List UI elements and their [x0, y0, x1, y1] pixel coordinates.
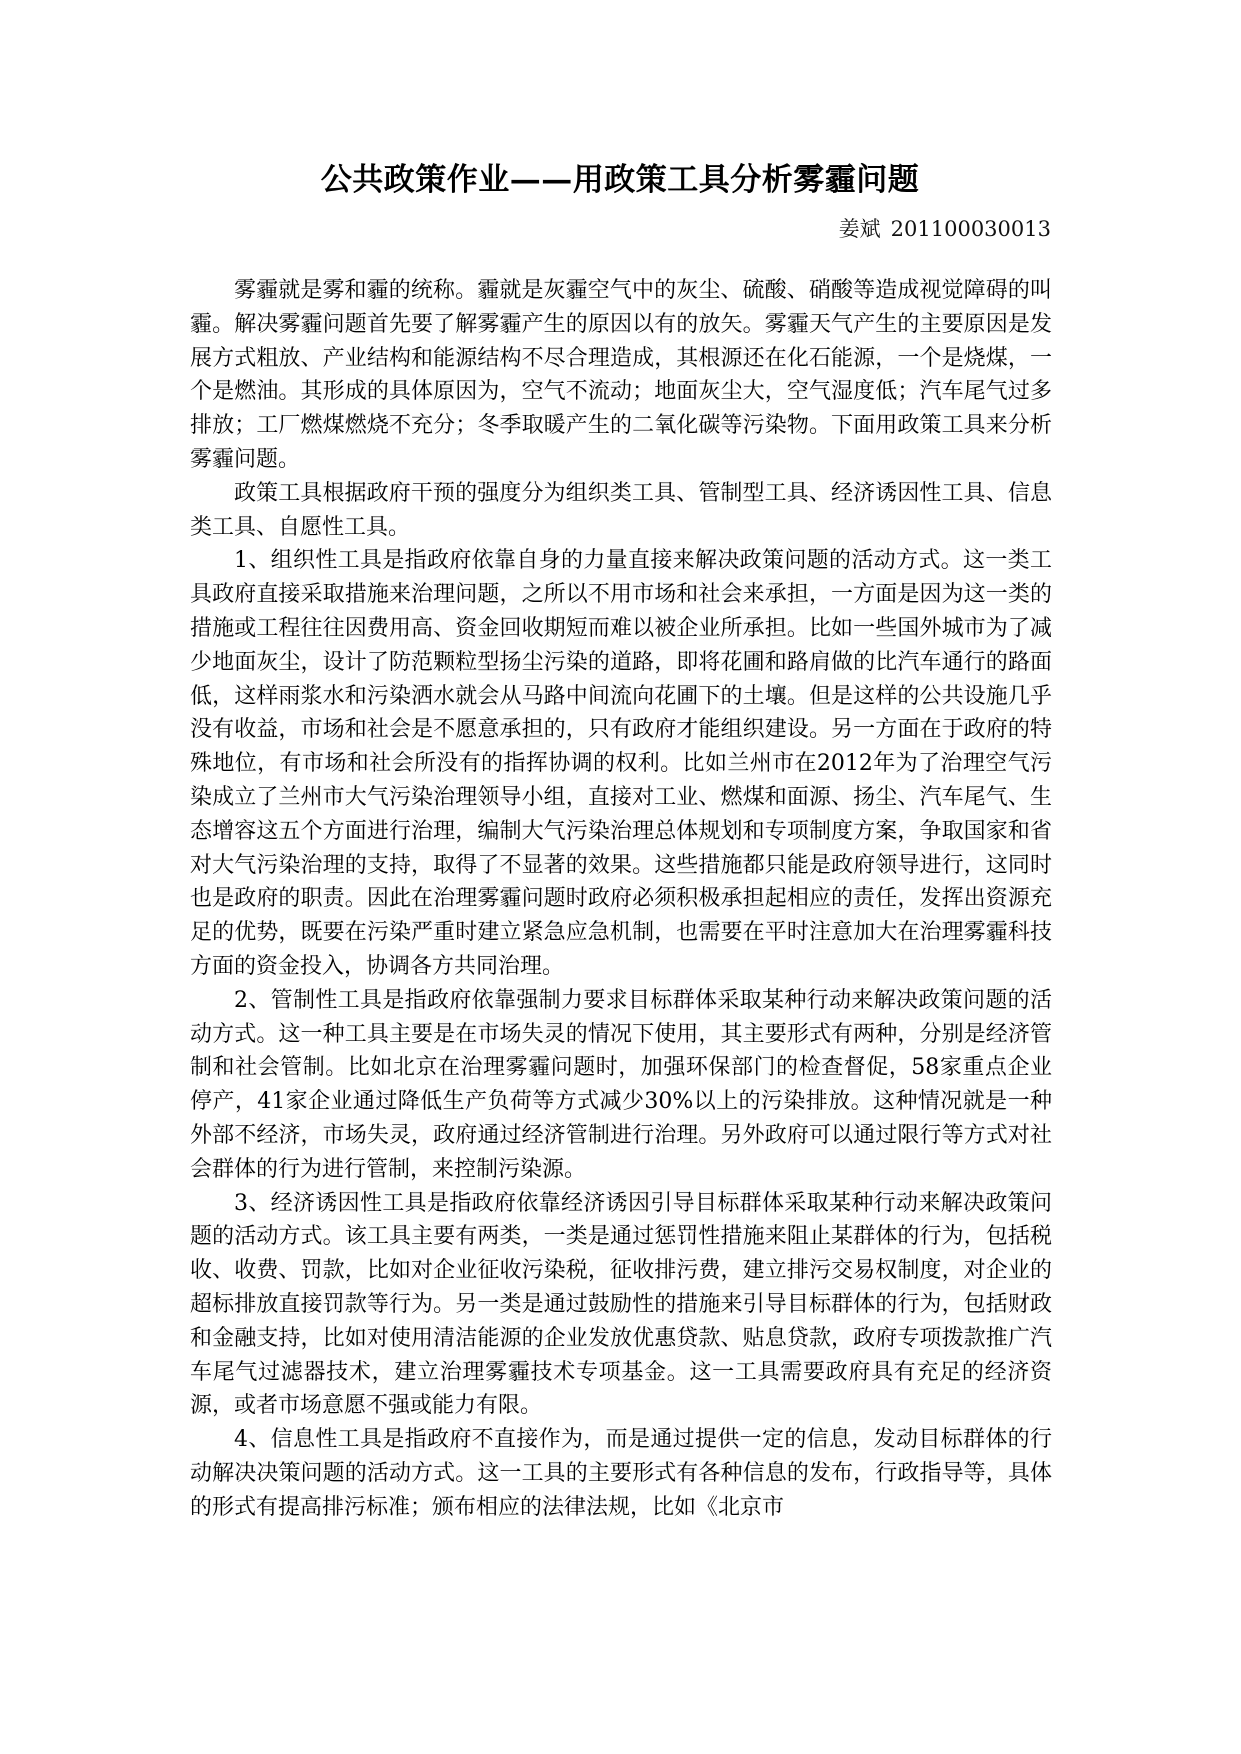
paragraph-information-tools: 4、信息性工具是指政府不直接作为，而是通过提供一定的信息，发动目标群体的行动解决决策问题的活动方式。这一工具的主要形式有各种信息的发布，行政指导等，具体的形式有提高排污标准；颁布相应的法律法规，比如《北京市 — [190, 1427, 1052, 1520]
paragraph-classification: 政策工具根据政府干预的强度分为组织类工具、管制型工具、经济诱因性工具、信息类工具、自愿性工具。 — [190, 480, 1052, 540]
document-body — [190, 274, 1052, 1524]
author-line — [839, 214, 1051, 244]
paragraph-organizational-tools: 1、组织性工具是指政府依靠自身的力量直接来解决政策问题的活动方式。这一类工具政府直接采取措施来治理问题，之所以不用市场和社会来承担，一方面是因为这一类的措施或工程往往因费用高、资金回收期短而难以被企业所承担。比如一些国外城市为了减少地面灰尘，设计了防范颗粒型扬尘污染的道路，即将花圃和路肩做的比汽车通行的路面低，这样雨浆水和污染洒水就会从马路中间流向花圃下的土壤。但是这样的公共设施几乎没有收益，市场和社会是不愿意承担的，只有政府才能组织建设。另一方面在于政府的特殊地位，有市场和社会所没有的指挥协调的权利。比如兰州市在2012年为了治理空气污染成立了兰州市大气污染治理领导小组，直接对工业、燃煤和面源、扬尘、汽车尾气、生态增容这五个方面进行治理，编制大气污染治理总体规划和专项制度方案，争取国家和省对大气污染治理的支持，取得了不显著的效果。这些措施都只能是政府领导进行，这同时也是政府的职责。因此在治理雾霾问题时政府必须积极承担起相应的责任，发挥出资源充足的优势，既要在污染严重时建立紧急应急机制，也需要在平时注意加大在治理雾霾科技方面的资金投入，协调各方共同治理。 — [190, 548, 1052, 979]
paragraph-intro: 雾霾就是雾和霾的统称。霾就是灰霾空气中的灰尘、硫酸、硝酸等造成视觉障碍的叫霾。解决雾霾问题首先要了解雾霾产生的原因以有的放矢。雾霾天气产生的主要原因是发展方式粗放、产业结构和能源结构不尽合理造成，其根源还在化石能源，一个是烧煤，一个是燃油。其形成的具体原因为，空气不流动；地面灰尘大，空气湿度低；汽车尾气过多排放；工厂燃煤燃烧不充分；冬季取暖产生的二氧化碳等污染物。下面用政策工具来分析雾霾问题。 — [190, 278, 1052, 472]
student-id: 201100030013 — [890, 217, 1051, 241]
author-name: 姜斌 — [838, 217, 881, 241]
paragraph-economic-tools: 3、经济诱因性工具是指政府依靠经济诱因引导目标群体采取某种行动来解决政策问题的活动方式。该工具主要有两类，一类是通过惩罚性措施来阻止某群体的行为，包括税收、收费、罚款，比如对企业征收污染税，征收排污费，建立排污交易权制度，对企业的超标排放直接罚款等行为。另一类是通过鼓励性的措施来引导目标群体的行为，包括财政和金融支持，比如对使用清洁能源的企业发放优惠贷款、贴息贷款，政府专项拨款推广汽车尾气过滤器技术，建立治理雾霾技术专项基金。这一工具需要政府具有充足的经济资源，或者市场意愿不强或能力有限。 — [190, 1190, 1052, 1419]
paragraph-regulatory-tools: 2、管制性工具是指政府依靠强制力要求目标群体采取某种行动来解决政策问题的活动方式。这一种工具主要是在市场失灵的情况下使用，其主要形式有两种，分别是经济管制和社会管制。比如北京在治理雾霾问题时，加强环保部门的检查督促，58家重点企业停产，41家企业通过降低生产负荷等方式减少30%以上的污染排放。这种情况就是一种外部不经济，市场失灵，政府通过经济管制进行治理。另外政府可以通过限行等方式对社会群体的行为进行管制，来控制污染源。 — [190, 987, 1052, 1182]
document-title: 公共政策作业——用政策工具分析雾霾问题 — [320, 162, 920, 198]
